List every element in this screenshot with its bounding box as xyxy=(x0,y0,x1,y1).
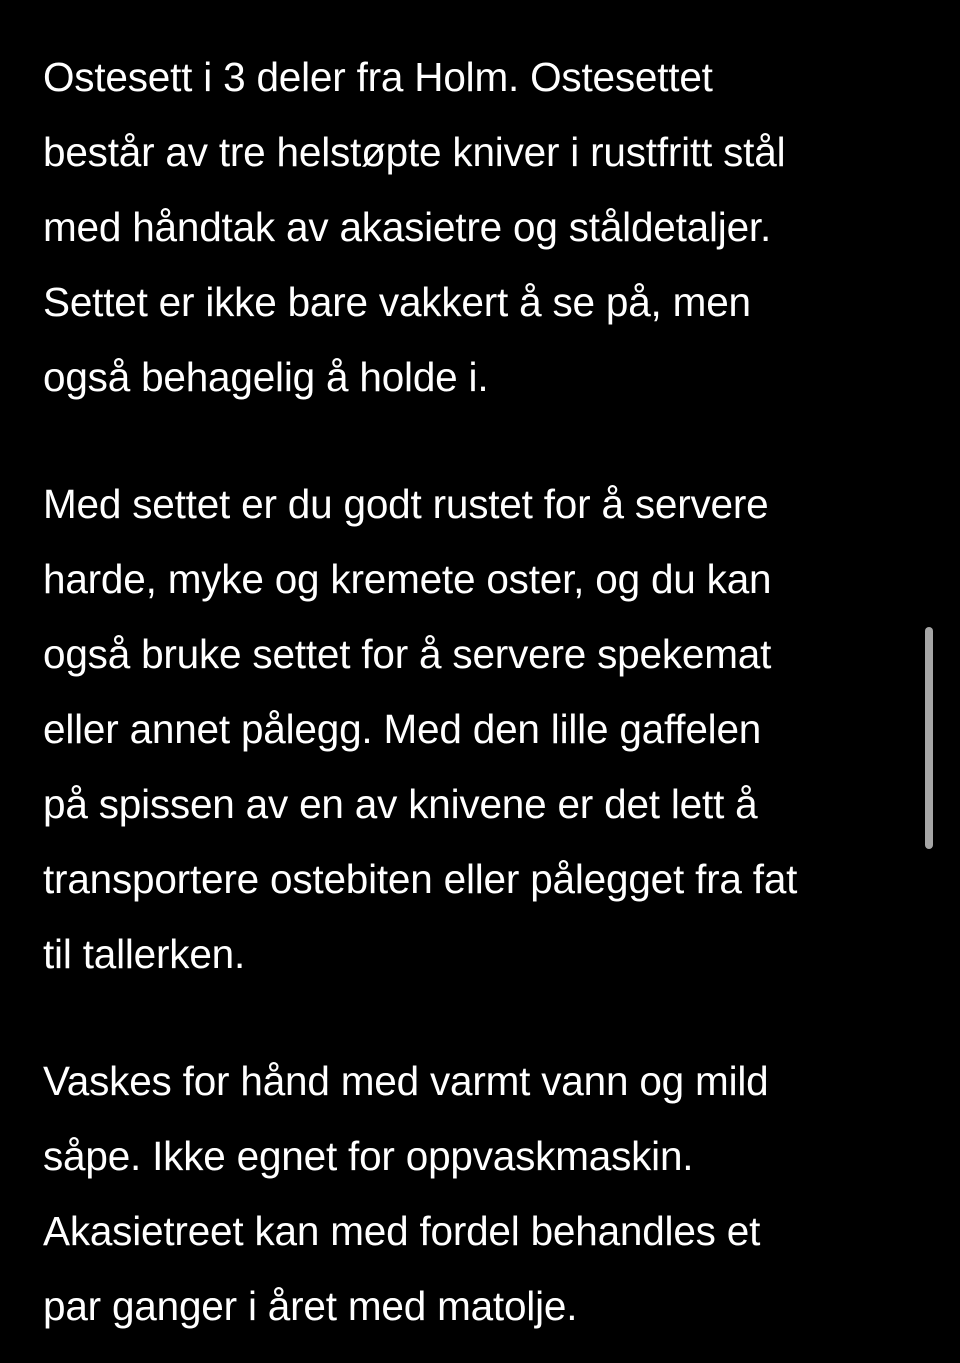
description-paragraph: Ostesett i 3 deler fra Holm. Ostesettet består av tre helstøpte kniver i rustfritt stål med håndtak av akasietre og ståldetaljer. Settet er ikke bare vakkert å se på, men også behagelig å holde i. xyxy=(43,54,786,400)
description-paragraph: Vaskes for hånd med varmt vann og mild såpe. Ikke egnet for oppvaskmaskin. Akasietreet kan med fordel behandles et par ganger i året med matolje. xyxy=(43,1058,769,1329)
product-description xyxy=(43,40,923,1344)
description-paragraph: Med settet er du godt rustet for å servere harde, myke og kremete oster, og du kan også bruke settet for å servere spekemat eller annet pålegg. Med den lille gaffelen på spissen av en av knivene er det lett å transportere ostebiten eller pålegget fra fat til tallerken. xyxy=(43,481,798,977)
scrollbar-thumb[interactable] xyxy=(925,627,933,849)
